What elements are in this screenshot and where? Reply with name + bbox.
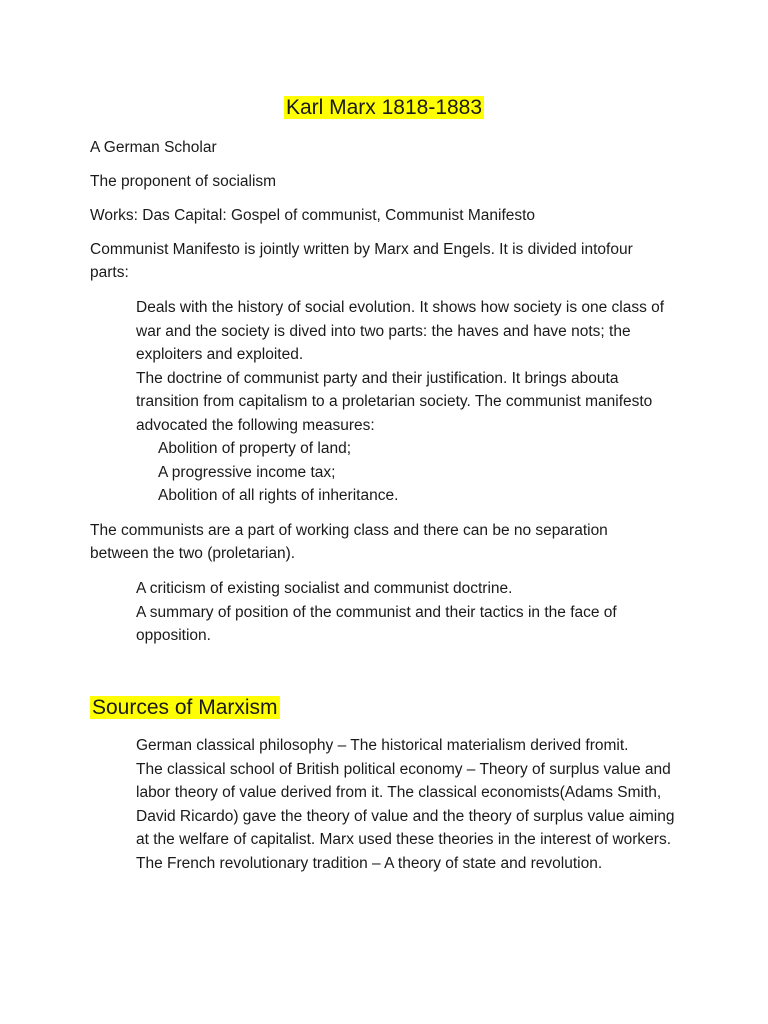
intro-line-works: Works: Das Capital: Gospel of communist, Communist Manifesto [90, 207, 536, 224]
sources-heading: Sources of Marxism [92, 696, 278, 719]
measures-list [136, 437, 676, 508]
measure-item: A progressive income tax; [158, 463, 336, 481]
communists-paragraph: The communists are a part of working class and there can be no separation between the two (proletarian). [90, 522, 608, 562]
intro-line-scholar: A German Scholar [90, 139, 217, 156]
part-item-doctrine: The doctrine of communist party and their justification. It brings abouta transition from capitalism to a proletarian society. The communist manifesto advocated the following measures: [136, 369, 653, 434]
manifesto-parts-block-2 [136, 577, 676, 648]
measure-item: Abolition of property of land; [158, 440, 352, 457]
intro-line-proponent: The proponent of socialism [90, 173, 277, 190]
sources-block [136, 734, 676, 875]
part-item-summary: A summary of position of the communist and their tactics in the face of opposition. [136, 603, 617, 644]
source-item-german-philosophy: German classical philosophy – The historical materialism derived fromit. [136, 737, 629, 754]
sources-heading-container [90, 694, 280, 722]
manifesto-parts-block-1 [136, 296, 676, 508]
source-item-french-tradition: The French revolutionary tradition – A theory of state and revolution. [136, 854, 603, 872]
source-item-british-economy: The classical school of British political economy – Theory of surplus value and labor theory of value derived from it. The classical economists(Adams Smith, David Ricardo) gave the theory of value and the theory of surplus value aiming at the welfare of capitalist. Marx used these theories in the interest of workers. [136, 760, 675, 848]
measure-item: Abolition of all rights of inheritance. [158, 487, 399, 504]
part-item-criticism: A criticism of existing socialist and communist doctrine. [136, 580, 513, 597]
intro-line-manifesto: Communist Manifesto is jointly written by Marx and Engels. It is divided intofour parts: [90, 241, 633, 281]
page-title: Karl Marx 1818-1883 [285, 96, 483, 119]
part-item-history: Deals with the history of social evolution. It shows how society is one class of war and the society is dived into two parts: the haves and have nots; the exploiters and exploited. [136, 299, 665, 363]
title-container [0, 94, 768, 122]
